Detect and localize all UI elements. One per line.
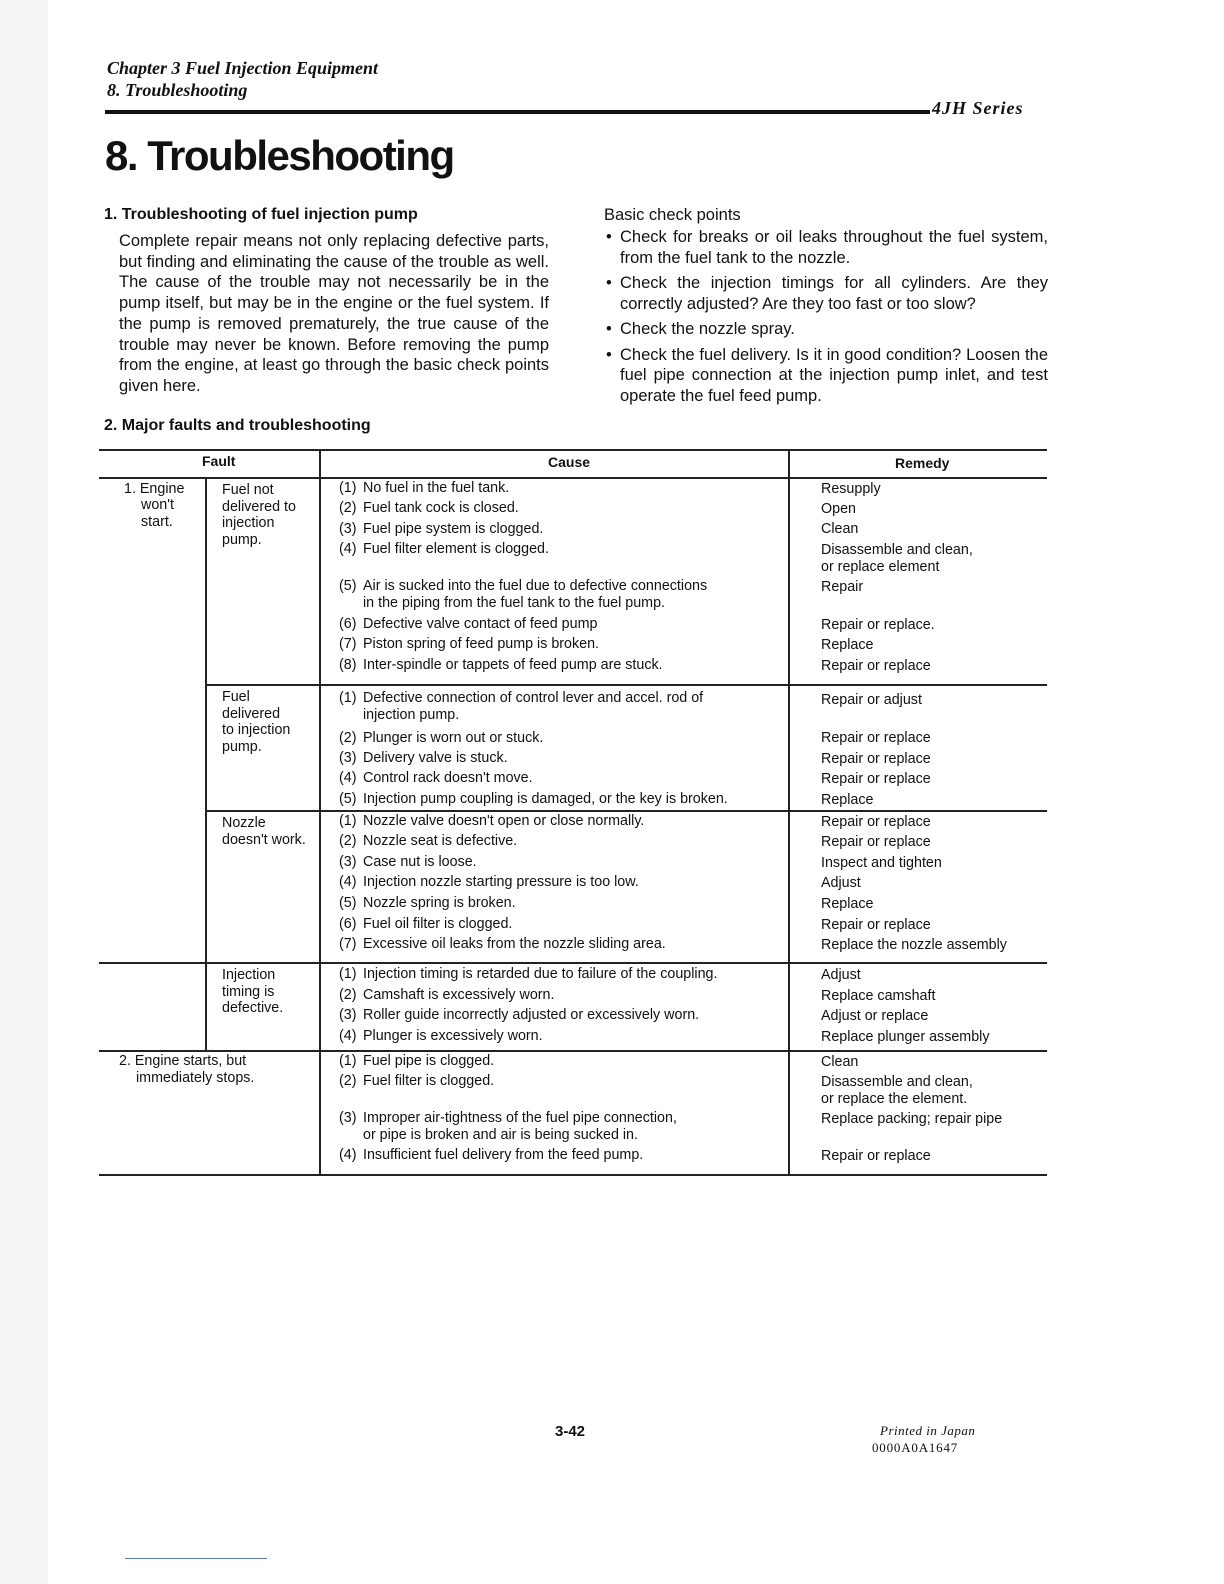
remedy-cell [821,855,942,872]
subfault-label: delivered [222,705,281,722]
remedy-cell [821,834,931,851]
cause-text: Excessive oil leaks from the nozzle sliding area. [363,936,666,952]
cause-number: (4) [339,1028,357,1044]
cause-number: (3) [339,854,357,870]
header-fault: Fault [202,453,236,469]
cause-number: (1) [339,690,357,706]
page-number: 3-42 [555,1423,586,1440]
remedy-text: Clean [821,521,859,537]
cause-number: (3) [339,750,357,766]
cause-number: (2) [339,833,357,849]
header-rule [105,110,930,114]
subfault-label: pump. [222,531,262,548]
table-rule [205,810,207,962]
remedy-text: Repair or replace [821,814,931,830]
remedy-text: Resupply [821,481,881,497]
cause-text: injection pump. [363,706,460,723]
remedy-text: Adjust or replace [821,1008,929,1024]
subfault-label: pump. [222,738,262,755]
cause-row [339,578,707,611]
remedy-cell [821,501,856,518]
cause-text: Defective connection of control lever and accel. rod of [363,690,704,706]
remedy-text: Replace the nozzle assembly [821,937,1007,953]
basic-check-list [604,227,1048,411]
basic-check-item: • Check for breaks or oil leaks throughout the fuel system, from the fuel tank to the nozzle. [604,227,1048,268]
cause-row [339,730,543,747]
fault-label: won't [141,497,174,513]
remedy-text: Replace [821,637,874,653]
cause-text: Plunger is worn out or stuck. [363,730,544,746]
cause-row [339,1110,677,1143]
remedy-cell [821,751,931,768]
cause-number: (6) [339,616,357,632]
cause-row [339,874,639,891]
cause-number: (2) [339,1073,357,1089]
header-chapter: Chapter 3 Fuel Injection Equipment [107,58,379,78]
cause-number: (7) [339,936,357,952]
section2-heading: 2. Major faults and troubleshooting [104,417,371,434]
table-rule [99,449,1047,451]
remedy-cell [821,1029,989,1046]
remedy-text: Adjust [821,875,861,891]
cause-row [339,1028,543,1045]
cause-row [339,966,717,983]
cause-number: (3) [339,1007,357,1023]
fault-label: 1. Engine [124,481,185,497]
cause-row [339,1073,494,1090]
cause-number: (6) [339,916,357,932]
table-rule [205,684,207,810]
table-rule [99,962,1047,964]
fault-label: 2. Engine starts, but [119,1053,247,1069]
basic-check-item: • Check the nozzle spray. [604,319,1048,340]
cause-text: Injection nozzle starting pressure is too low. [363,874,639,890]
remedy-text: Repair [821,579,864,595]
cause-row [339,521,543,538]
table-rule [205,810,1047,812]
header-remedy: Remedy [895,455,950,471]
cause-text: Fuel pipe system is clogged. [363,521,544,537]
table-rule [99,1050,1047,1052]
cause-row [339,770,533,787]
subfault-label: Injection [222,967,276,983]
remedy-cell [821,792,873,809]
remedy-cell [821,1008,928,1025]
cause-text: Piston spring of feed pump is broken. [363,636,600,652]
remedy-cell [821,896,873,913]
cause-text: Injection timing is retarded due to failure of the coupling. [363,966,718,982]
remedy-cell [821,692,922,709]
remedy-text: Repair or replace [821,1148,931,1164]
remedy-text: Repair or replace. [821,617,935,633]
cause-text: Fuel filter element is clogged. [363,541,549,557]
cause-text: Defective valve contact of feed pump [363,616,598,632]
cause-row [339,1007,699,1024]
remedy-cell [821,917,931,934]
remedy-cell [821,1074,973,1107]
remedy-cell [821,988,935,1005]
cause-text: No fuel in the fuel tank. [363,480,510,496]
cause-row [339,480,509,497]
cause-text: Insufficient fuel delivery from the feed pump. [363,1147,644,1163]
cause-text: Camshaft is excessively worn. [363,987,555,1003]
cause-text: Inter-spindle or tappets of feed pump are stuck. [363,657,663,673]
cause-number: (4) [339,874,357,890]
cause-text: Improper air-tightness of the fuel pipe connection, [363,1110,677,1126]
remedy-text: or replace element [821,558,940,575]
cause-text: Plunger is excessively worn. [363,1028,543,1044]
cause-number: (1) [339,480,357,496]
cause-number: (1) [339,966,357,982]
remedy-text: Repair or replace [821,834,931,850]
table-rule [788,449,790,1174]
remedy-text: Replace camshaft [821,988,936,1004]
subfault-label: defective. [222,1000,284,1016]
cause-row [339,916,512,933]
cause-row [339,987,554,1004]
cause-row [339,750,508,767]
cause-text: Roller guide incorrectly adjusted or excessively worn. [363,1007,700,1023]
subfault-label: delivered to [222,498,296,515]
cause-text: or pipe is broken and air is being sucked in. [363,1126,638,1143]
cause-number: (3) [339,1110,357,1126]
remedy-cell [821,637,873,654]
cause-text: in the piping from the fuel tank to the fuel pump. [363,594,666,611]
subfault-label: Nozzle [222,815,266,831]
table-rule [205,684,1047,686]
cause-number: (4) [339,1147,357,1163]
header-section: 8. Troubleshooting [107,80,248,100]
subfault-label: doesn't work. [222,831,306,848]
remedy-text: Repair or replace [821,730,931,746]
remedy-cell [821,1148,931,1165]
remedy-text: Replace [821,896,874,912]
page-title: 8. Troubleshooting [105,132,454,179]
fault-label: immediately stops. [136,1070,255,1086]
cause-number: (1) [339,813,357,829]
remedy-text: Repair or replace [821,917,931,933]
subfault-label: Fuel [222,689,250,705]
remedy-cell [821,579,863,596]
cause-row [339,895,516,912]
cause-row [339,616,597,633]
remedy-text: Replace plunger assembly [821,1029,990,1045]
cause-number: (7) [339,636,357,652]
remedy-cell [821,814,931,831]
cause-text: Control rack doesn't move. [363,770,533,786]
cause-text: Fuel oil filter is clogged. [363,916,513,932]
remedy-text: Disassemble and clean, [821,542,973,558]
cause-number: (3) [339,521,357,537]
cause-text: Fuel filter is clogged. [363,1073,495,1089]
table-rule [99,477,1047,479]
remedy-cell [821,1054,858,1071]
remedy-cell [821,481,881,498]
basic-check-title: Basic check points [604,206,741,224]
remedy-cell [821,617,935,634]
remedy-text: Disassemble and clean, [821,1074,973,1090]
basic-check-item: • Check the fuel delivery. Is it in good condition? Loosen the fuel pipe connection at the injection pump inlet, and test operate the fuel feed pump. [604,345,1048,407]
remedy-cell [821,937,1007,954]
table-rule [319,449,321,1174]
cause-text: Nozzle valve doesn't open or close normally. [363,813,645,829]
cause-number: (2) [339,500,357,516]
section1-body: Complete repair means not only replacing defective parts, but finding and eliminating the cause of the trouble as well. The cause of the trouble may not necessarily be in the pump itself, but may be in the engine or the fuel system. If the pump is removed prematurely, the true cause of the trouble may never be known. Before removing the pump from the engine, at least go through the basic check points given here. [119,232,549,395]
cause-text: Nozzle spring is broken. [363,895,516,911]
cause-row [339,936,666,953]
table-rule [99,1174,1047,1176]
cause-text: Fuel tank cock is closed. [363,500,519,516]
remedy-text: Repair or replace [821,658,931,674]
remedy-cell [821,542,973,575]
cause-row [339,636,599,653]
cause-row [339,690,703,723]
cause-row [339,791,728,808]
cause-text: Air is sucked into the fuel due to defective connections [363,578,708,594]
cause-number: (4) [339,541,357,557]
subfault-label: to injection [222,722,291,738]
cause-number: (5) [339,895,357,911]
cause-number: (8) [339,657,357,673]
remedy-cell [821,658,931,675]
remedy-text: or replace the element. [821,1090,968,1107]
remedy-text: Replace [821,792,874,808]
subfault-label: Fuel not [222,482,274,498]
troubleshooting-table [99,449,1047,1174]
cause-row [339,833,517,850]
remedy-cell [821,521,858,538]
cause-row [339,854,477,871]
remedy-cell [821,1111,1002,1128]
table-rule [205,477,207,684]
remedy-cell [821,730,931,747]
cause-number: (4) [339,770,357,786]
table-rule [205,962,207,1050]
header-series: 4JH Series [932,98,1024,118]
remedy-text: Repair or replace [821,771,931,787]
cause-row [339,500,519,517]
fault-label: start. [141,514,173,530]
remedy-cell [821,771,931,788]
cause-text: Fuel pipe is clogged. [363,1053,495,1069]
cause-row [339,1053,494,1070]
remedy-text: Repair or replace [821,751,931,767]
basic-check-item: • Check the injection timings for all cylinders. Are they correctly adjusted? Are they too fast or too slow? [604,273,1048,314]
cause-text: Case nut is loose. [363,854,477,870]
cause-row [339,1147,643,1164]
cause-number: (2) [339,730,357,746]
cause-text: Injection pump coupling is damaged, or the key is broken. [363,791,728,807]
cause-number: (5) [339,578,357,594]
cause-number: (2) [339,987,357,1003]
cause-row [339,541,549,558]
remedy-text: Repair or adjust [821,692,922,708]
cause-text: Delivery valve is stuck. [363,750,508,766]
remedy-text: Clean [821,1054,859,1070]
subfault-label: timing is [222,983,275,1000]
cause-text: Nozzle seat is defective. [363,833,518,849]
cause-number: (5) [339,791,357,807]
header-cause: Cause [548,454,591,470]
document-code: 0000A0A1647 [872,1440,959,1455]
remedy-cell [821,967,861,984]
remedy-text: Replace packing; repair pipe [821,1111,1003,1127]
printed-in: Printed in Japan [880,1423,976,1438]
cause-row [339,813,644,830]
remedy-text: Adjust [821,967,861,983]
remedy-text: Open [821,501,856,517]
cause-number: (1) [339,1053,357,1069]
section1-heading: 1. Troubleshooting of fuel injection pump [104,206,418,223]
edge-line [125,1558,267,1559]
remedy-cell [821,875,861,892]
subfault-label: injection [222,515,275,531]
remedy-text: Inspect and tighten [821,855,942,871]
cause-row [339,657,663,674]
